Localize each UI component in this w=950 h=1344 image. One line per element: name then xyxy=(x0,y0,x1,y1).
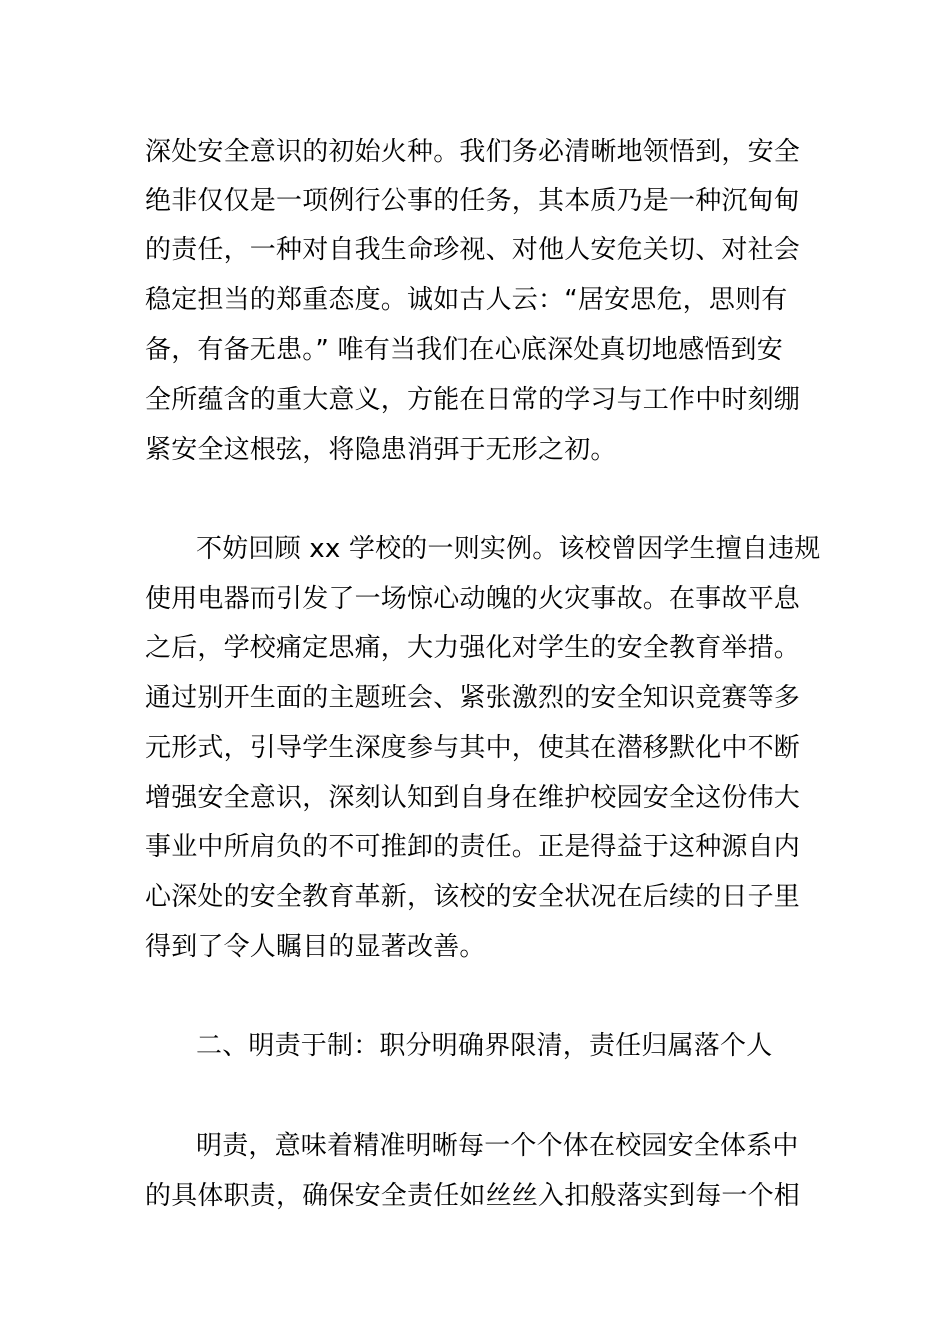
paragraph-line: 通过别开生面的主题班会、紧张激烈的安全知识竞赛等多 xyxy=(145,683,801,713)
paragraph-line: 的责任，一种对自我生命珍视、对他人安危关切、对社会 xyxy=(145,235,801,265)
paragraph-line: 深处安全意识的初始火种。我们务必清晰地领悟到，安全 xyxy=(145,137,801,167)
paragraph-line: 心深处的安全教育革新，该校的安全状况在后续的日子里 xyxy=(145,882,801,912)
paragraph-line: 使用电器而引发了一场惊心动魄的火灾事故。在事故平息 xyxy=(145,584,801,614)
paragraph-line: 不妨回顾 xx 学校的一则实例。该校曾因学生擅自违规 xyxy=(196,534,821,564)
section-heading: 二、明责于制：职分明确界限清，责任归属落个人 xyxy=(196,1031,773,1061)
paragraph-line: 之后，学校痛定思痛，大力强化对学生的安全教育举措。 xyxy=(145,633,801,663)
paragraph-line: 元形式，引导学生深度参与其中，使其在潜移默化中不断 xyxy=(145,733,801,763)
paragraph-line: 得到了令人瞩目的显著改善。 xyxy=(145,932,486,962)
paragraph-line: 绝非仅仅是一项例行公事的任务，其本质乃是一种沉甸甸 xyxy=(145,186,801,216)
paragraph-line: 的具体职责，确保安全责任如丝丝入扣般落实到每一个相 xyxy=(145,1181,801,1211)
paragraph-line: 稳定担当的郑重态度。诚如古人云：“居安思危，思则有 xyxy=(145,285,788,315)
paragraph-line: 紧安全这根弦，将隐患消弭于无形之初。 xyxy=(145,435,617,465)
paragraph-line: 全所蕴含的重大意义，方能在日常的学习与工作中时刻绷 xyxy=(145,385,801,415)
paragraph-line: 明责，意味着精准明晰每一个个体在校园安全体系中 xyxy=(196,1131,799,1161)
paragraph-line: 备，有备无患。” 唯有当我们在心底深处真切地感悟到安 xyxy=(145,335,783,365)
paragraph-line: 事业中所肩负的不可推卸的责任。正是得益于这种源自内 xyxy=(145,832,801,862)
paragraph-line: 增强安全意识，深刻认知到自身在维护校园安全这份伟大 xyxy=(145,783,801,813)
